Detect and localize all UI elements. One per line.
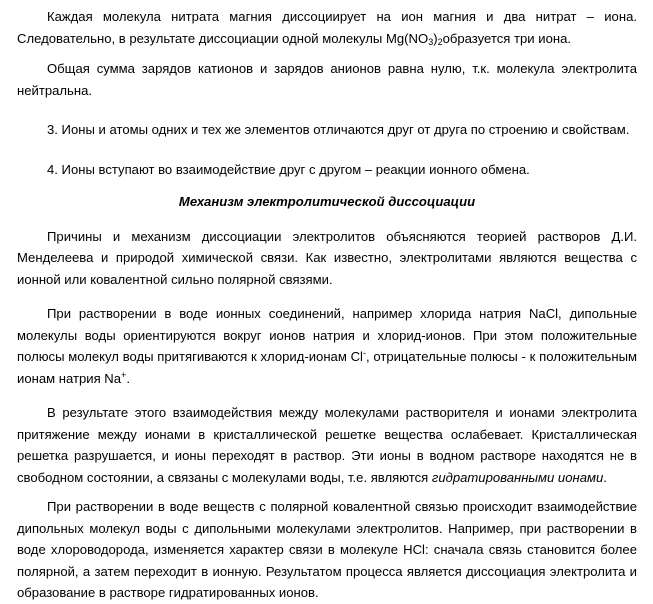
- superscript: +: [121, 369, 127, 380]
- paragraph-point-3: 3. Ионы и атомы одних и тех же элементов отличаются друг от друга по строению и свойствам.: [47, 122, 630, 137]
- paragraph-ionic-dissolution: [17, 303, 637, 389]
- document-page: [17, 6, 637, 604]
- subscript: 3: [428, 36, 434, 47]
- paragraph-text: Каждая молекула нитрата магния диссоциирует на ион магния и два нитрат – иона. Следовательно, в результате диссоциации одной молекулы Mg(NO: [17, 9, 637, 46]
- subscript: 2: [437, 36, 443, 47]
- paragraph-text: При растворении в воде ионных соединений, например хлорида натрия NaCl, дипольные молекулы воды ориентируются вокруг ионов натрия и хлорид-ионов. При этом положительные полюсы молекул воды притягиваются к хлорид-ионам Cl: [17, 306, 637, 364]
- paragraph-point-4: 4. Ионы вступают во взаимодействие друг с другом – реакции ионного обмена.: [47, 161, 530, 177]
- paragraph-hydrated-ions: [17, 402, 637, 488]
- paragraph-text: В результате этого взаимодействия между молекулами растворителя и ионами электролита притяжение между ионами в кристаллической решетке вещества ослабевает. Кристаллическая решетка разрушается, и ионы переходят в раствор. Эти ионы в водном растворе находятся не в свободном состоянии, а связаны с молекулами воды, т.е. являются: [17, 405, 637, 485]
- paragraph-causes: Причины и механизм диссоциации электролитов объясняются теорией растворов Д.И. Менделеева и природой химической связи. Как известно, электролитами являются вещества с ионной или ковалентной сильно полярной связями.: [17, 228, 637, 287]
- paragraph-magnesium-nitrate: [17, 6, 637, 49]
- paragraph-text: .: [126, 370, 130, 386]
- emphasis-term: гидратированными ионами: [431, 469, 604, 485]
- paragraph-polar-covalent: При растворении в воде веществ с полярной ковалентной связью происходит взаимодействие дипольных молекул воды с дипольными молекулами электролитов. Например, при растворении в воде хлороводорода, изменяется характер связи в молекуле HCl: сначала связь становится более полярной, а затем переходит в ионную. Результатом процесса является диссоциация электролита и образование в растворе гидратированных ионов.: [17, 499, 637, 600]
- section-heading: Механизм электролитической диссоциации: [178, 194, 476, 209]
- paragraph-text: ): [433, 30, 438, 46]
- paragraph-text: образуется три иона.: [442, 30, 571, 46]
- paragraph-charge-sum: Общая сумма зарядов катионов и зарядов анионов равна нулю, т.к. молекула электролита нейтральна.: [17, 61, 637, 98]
- superscript: -: [362, 348, 366, 358]
- paragraph-text: , отрицательные полюсы - к положительным ионам натрия Na: [17, 349, 637, 386]
- paragraph-text: .: [603, 469, 607, 485]
